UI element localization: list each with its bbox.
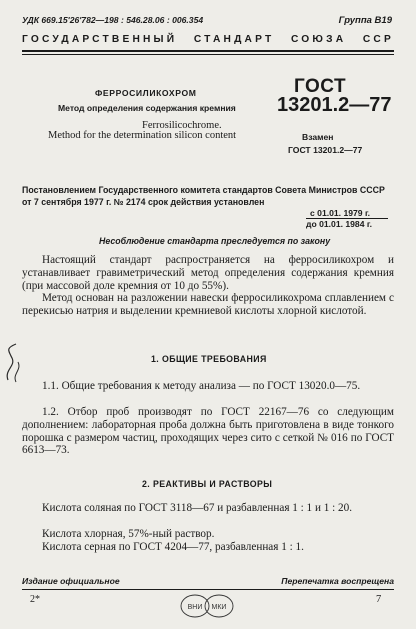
intro-text: Настоящий стандарт распространяется на ферросиликохром и устанавливает гравиметрический метод определения содержания кремния (при массовой доле кремния от 10 до 55%).	[22, 254, 394, 292]
udk-code: УДК 669.15'26'782—198 : 546.28.06 : 006.354	[22, 15, 204, 25]
document-subtitle-en: Method for the determination silicon content	[48, 130, 237, 141]
gost-label: ГОСТ	[294, 76, 347, 97]
stamp-text-right: МКИ	[211, 604, 227, 611]
reagent-h2so4	[22, 541, 394, 554]
reagent-hclo4-text: Кислота хлорная, 57%-ный раствор.	[42, 528, 215, 540]
clause-1-1	[22, 380, 394, 393]
signature-mark: 2*	[30, 594, 40, 605]
stamp-text-left: ВНИ	[187, 604, 203, 611]
edition-note: Издание официальное	[22, 576, 120, 586]
document-title-en: Ferrosilicochrome.	[142, 120, 222, 131]
effective-from: с 01.01. 1979 г.	[310, 208, 371, 218]
section-2-heading: 2. РЕАКТИВЫ И РАСТВОРЫ	[142, 479, 273, 489]
reagent-hclo4	[22, 528, 394, 541]
intro-paragraph	[22, 254, 394, 292]
method-paragraph	[22, 292, 394, 318]
clause-1-2	[22, 406, 394, 457]
gost-number: 13201.2—77	[277, 94, 392, 116]
reagent-h2so4-text: Кислота серная по ГОСТ 4204—77, разбавленная 1 : 1.	[42, 541, 304, 553]
header-rule-thick	[22, 50, 394, 52]
header-rule-thin	[22, 54, 394, 55]
document-subtitle-ru: Метод определения содержания кремния	[58, 103, 236, 113]
group-code: Группа В19	[338, 15, 392, 26]
reagent-hcl	[22, 502, 394, 515]
legal-notice: Несоблюдение стандарта преследуется по закону	[99, 236, 331, 246]
clause-1-2-text: 1.2. Отбор проб производят по ГОСТ 22167—76 со следующим дополнением: лабораторная проба должна быть приготовлена в виде тонкого порошка с размером частиц, проходящих через сито с сеткой № 016 по ГОСТ 6613—73.	[22, 406, 394, 457]
page-number: 7	[376, 594, 382, 605]
document-title-ru: ФЕРРОСИЛИКОХРОМ	[95, 88, 197, 98]
footer-rule	[22, 589, 394, 590]
standard-banner: ГОСУДАРСТВЕННЫЙ СТАНДАРТ СОЮЗА ССР	[22, 34, 394, 45]
decree-text: Постановлением Государственного комитета стандартов Совета Министров СССР от 7 сентября 1977 г. № 2174 срок действия установлен	[22, 185, 385, 207]
effective-to: до 01.01. 1984 г.	[306, 219, 372, 229]
replaces-number: ГОСТ 13201.2—77	[288, 145, 363, 155]
clause-1-1-text: 1.1. Общие требования к методу анализа — по ГОСТ 13020.0—75.	[42, 380, 361, 392]
reagent-hcl-text: Кислота соляная по ГОСТ 3118—67 и разбавленная 1 : 1 и 1 : 20.	[42, 502, 353, 514]
reprint-note: Перепечатка воспрещена	[281, 576, 394, 586]
section-1-heading: 1. ОБЩИЕ ТРЕБОВАНИЯ	[151, 354, 267, 364]
library-stamp	[177, 592, 237, 620]
margin-scribble	[2, 340, 26, 388]
method-text: Метод основан на разложении навески ферросиликохрома сплавлением с перекисью натрия и выделении кремниевой кислоты хлорной кислотой.	[22, 292, 394, 317]
replaces-label: Взамен	[302, 132, 334, 142]
